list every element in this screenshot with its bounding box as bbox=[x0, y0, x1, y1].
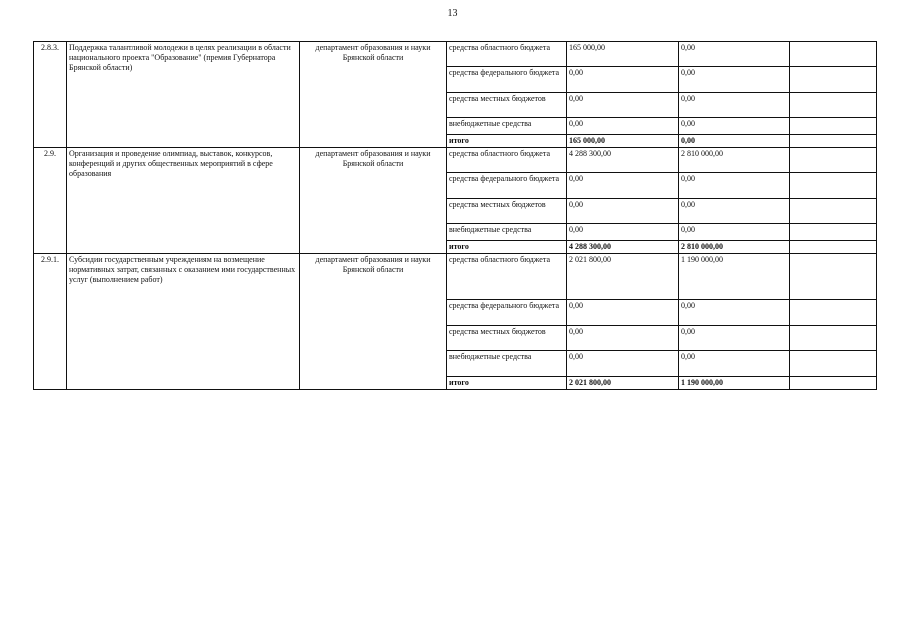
empty-cell bbox=[790, 148, 877, 173]
empty-cell bbox=[790, 93, 877, 118]
empty-cell bbox=[790, 67, 877, 93]
amount-col-1: 0,00 bbox=[567, 224, 679, 241]
funding-source: средства областного бюджета bbox=[447, 148, 567, 173]
amount-col-2: 0,00 bbox=[679, 93, 790, 118]
item-executor: департамент образования и науки Брянской области bbox=[300, 42, 447, 148]
amount-col-1: 0,00 bbox=[567, 199, 679, 224]
funding-source: внебюджетные средства bbox=[447, 351, 567, 377]
empty-cell bbox=[790, 351, 877, 377]
funding-source: внебюджетные средства bbox=[447, 224, 567, 241]
item-number: 2.9. bbox=[34, 148, 67, 254]
amount-col-1: 2 021 800,00 bbox=[567, 254, 679, 300]
amount-col-2: 1 190 000,00 bbox=[679, 377, 790, 390]
amount-col-2: 1 190 000,00 bbox=[679, 254, 790, 300]
empty-cell bbox=[790, 254, 877, 300]
item-executor: департамент образования и науки Брянской области bbox=[300, 254, 447, 390]
table-row bbox=[34, 254, 877, 300]
funding-source: итого bbox=[447, 377, 567, 390]
empty-cell bbox=[790, 42, 877, 67]
amount-col-1: 4 288 300,00 bbox=[567, 148, 679, 173]
funding-source: средства федерального бюджета bbox=[447, 173, 567, 199]
funding-source: внебюджетные средства bbox=[447, 118, 567, 135]
funding-source: итого bbox=[447, 135, 567, 148]
amount-col-2: 0,00 bbox=[679, 173, 790, 199]
table-row bbox=[34, 148, 877, 173]
amount-col-1: 0,00 bbox=[567, 93, 679, 118]
empty-cell bbox=[790, 326, 877, 351]
amount-col-1: 2 021 800,00 bbox=[567, 377, 679, 390]
funding-source: средства областного бюджета bbox=[447, 42, 567, 67]
empty-cell bbox=[790, 199, 877, 224]
amount-col-2: 0,00 bbox=[679, 351, 790, 377]
item-number: 2.9.1. bbox=[34, 254, 67, 390]
budget-table-body bbox=[34, 42, 877, 390]
amount-col-1: 0,00 bbox=[567, 67, 679, 93]
funding-source: средства федерального бюджета bbox=[447, 67, 567, 93]
funding-source: средства местных бюджетов bbox=[447, 199, 567, 224]
funding-source: средства федерального бюджета bbox=[447, 300, 567, 326]
item-number: 2.8.3. bbox=[34, 42, 67, 148]
amount-col-2: 2 810 000,00 bbox=[679, 241, 790, 254]
empty-cell bbox=[790, 135, 877, 148]
amount-col-1: 165 000,00 bbox=[567, 42, 679, 67]
amount-col-2: 0,00 bbox=[679, 42, 790, 67]
amount-col-2: 0,00 bbox=[679, 135, 790, 148]
amount-col-1: 0,00 bbox=[567, 300, 679, 326]
amount-col-2: 0,00 bbox=[679, 199, 790, 224]
amount-col-2: 0,00 bbox=[679, 224, 790, 241]
amount-col-1: 0,00 bbox=[567, 326, 679, 351]
empty-cell bbox=[790, 224, 877, 241]
item-name: Организация и проведение олимпиад, выставок, конкурсов, конференций и других общественных мероприятий в сфере образования bbox=[67, 148, 300, 254]
amount-col-1: 0,00 bbox=[567, 173, 679, 199]
amount-col-1: 0,00 bbox=[567, 118, 679, 135]
amount-col-2: 0,00 bbox=[679, 118, 790, 135]
empty-cell bbox=[790, 377, 877, 390]
amount-col-1: 4 288 300,00 bbox=[567, 241, 679, 254]
funding-source: средства местных бюджетов bbox=[447, 326, 567, 351]
funding-source: итого bbox=[447, 241, 567, 254]
amount-col-2: 0,00 bbox=[679, 326, 790, 351]
amount-col-2: 2 810 000,00 bbox=[679, 148, 790, 173]
amount-col-1: 165 000,00 bbox=[567, 135, 679, 148]
empty-cell bbox=[790, 300, 877, 326]
item-name: Поддержка талантливой молодежи в целях реализации в области национального проекта "Образование" (премия Губернатора Брянской области) bbox=[67, 42, 300, 148]
funding-source: средства областного бюджета bbox=[447, 254, 567, 300]
item-executor: департамент образования и науки Брянской области bbox=[300, 148, 447, 254]
amount-col-2: 0,00 bbox=[679, 67, 790, 93]
amount-col-1: 0,00 bbox=[567, 351, 679, 377]
item-name: Субсидии государственным учреждениям на возмещение нормативных затрат, связанных с оказанием ими государственных услуг (выполнением работ) bbox=[67, 254, 300, 390]
budget-table bbox=[33, 41, 877, 390]
empty-cell bbox=[790, 118, 877, 135]
funding-source: средства местных бюджетов bbox=[447, 93, 567, 118]
amount-col-2: 0,00 bbox=[679, 300, 790, 326]
table-row bbox=[34, 42, 877, 67]
page-number: 13 bbox=[447, 8, 458, 19]
empty-cell bbox=[790, 173, 877, 199]
empty-cell bbox=[790, 241, 877, 254]
